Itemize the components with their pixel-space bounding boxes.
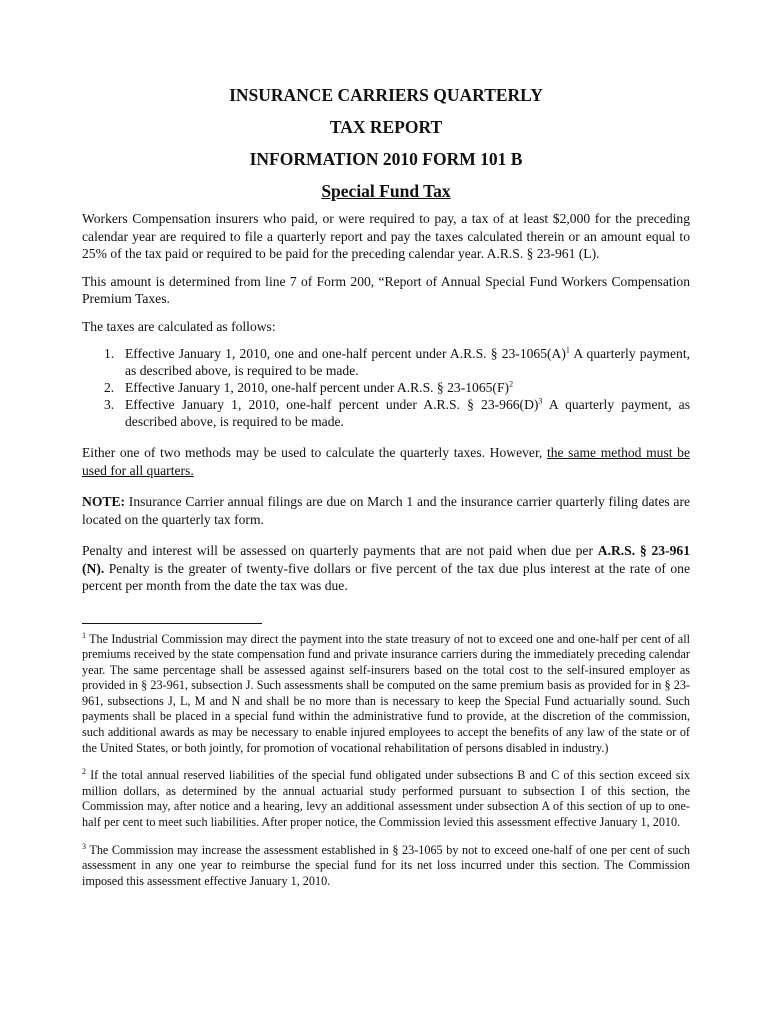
intro-paragraph-1: Workers Compensation insurers who paid, or were required to pay, a tax of at least $2,000 for the preceding calendar year are required to file a quarterly report and pay the taxes calculated therein or an amount equal to 25% of the tax paid or required to be paid for the preceding calendar year. A.R.S. § 23-961 (L). bbox=[82, 211, 690, 261]
title-line-3: INFORMATION 2010 FORM 101 B bbox=[249, 149, 523, 169]
tax-calculation-list bbox=[82, 345, 690, 430]
list-item-number: 2. bbox=[104, 380, 115, 395]
footnote-ref: 2 bbox=[509, 379, 514, 389]
list-item bbox=[82, 345, 690, 379]
footnote-text: If the total annual reserved liabilities of the special fund obligated under subsections B and C of this section exceed six million dollars, as determined by the annual actuarial study performed pursuant to subsection I of this section, the Commission may, after notice and a hearing, levy an additional assessment under subsection A of this section of up to one-half per cent to meet such liabilities. After proper notice, the Commission levied this assessment effective January 1, 2010. bbox=[82, 768, 690, 830]
list-item bbox=[82, 396, 690, 430]
footnote-ref: 1 bbox=[565, 345, 570, 355]
methods-lead: Either one of two methods may be used to calculate the quarterly taxes. However, bbox=[82, 445, 547, 460]
footnote-text: The Commission may increase the assessment established in § 23-1065 by not to exceed one-half of one per cent of such assessment in any one year to reimburse the special fund for its net loss incurred under this section. The Commission imposed this assessment effective January 1, 2010. bbox=[82, 842, 690, 888]
footnote-text: The Industrial Commission may direct the payment into the state treasury of not to exceed one and one-half per cent of all premiums received by the state compensation fund and private insurance carriers during the immediately preceding calendar year. The same percentage shall be assessed against self-insurers based on the total cost to the self-insured employer as provided in § 23-961, subsection J. Such assessments shall be computed on the same premium basis as provided for in § 23-961, subsections J, L, M and N and shall be no more than is necessary to keep the Special Fund actuarially sound. Such payments shall be placed in a special fund within the administrative fund to provide, at the discretion of the commission, such additional awards as may be necessary to enable injured employees to accept the benefits of any law of the state or of the United States, or both jointly, for promotion of vocational rehabilitation of persons disabled in industry.) bbox=[82, 631, 690, 755]
list-item-number: 3. bbox=[104, 397, 115, 412]
footnote-marker: 2 bbox=[82, 767, 86, 777]
list-item-text: Effective January 1, 2010, one and one-half percent under A.R.S. § 23-1065(A) bbox=[125, 346, 566, 361]
note-paragraph bbox=[82, 493, 690, 528]
document-page bbox=[82, 84, 690, 901]
list-item bbox=[82, 379, 690, 396]
footnote-1 bbox=[82, 632, 690, 757]
footnote-marker: 3 bbox=[82, 841, 86, 851]
note-text: Insurance Carrier annual filings are due on March 1 and the insurance carrier quarterly filing dates are located on the quarterly tax form. bbox=[82, 494, 690, 527]
title-line-1: INSURANCE CARRIERS QUARTERLY bbox=[229, 85, 543, 105]
footnote-3 bbox=[82, 843, 690, 890]
footnote-2 bbox=[82, 768, 690, 830]
penalty-rest: Penalty is the greater of twenty-five dollars or five percent of the tax due plus interest at the rate of one percent per month from the date the tax was due. bbox=[82, 560, 690, 593]
section-subtitle: Special Fund Tax bbox=[321, 181, 451, 201]
intro-paragraph-3: The taxes are calculated as follows: bbox=[82, 318, 276, 334]
title-line-2: TAX REPORT bbox=[329, 117, 443, 137]
methods-paragraph bbox=[82, 444, 690, 479]
footnote-divider bbox=[82, 623, 262, 624]
intro-paragraph-2: This amount is determined from line 7 of Form 200, “Report of Annual Special Fund Workers Compensation Premium Taxes. bbox=[82, 273, 690, 306]
list-item-text: Effective January 1, 2010, one-half percent under A.R.S. § 23-966(D) bbox=[125, 397, 539, 412]
penalty-statute: A.R.S. § 23-961 (N). bbox=[82, 543, 690, 576]
footnote-marker: 1 bbox=[82, 630, 86, 640]
list-item-text-cont: A quarterly payment, as described above, is required to be made. bbox=[125, 346, 690, 378]
footnote-ref: 3 bbox=[538, 396, 543, 406]
methods-underlined: the same method must be used for all quarters. bbox=[82, 445, 690, 478]
penalty-lead: Penalty and interest will be assessed on quarterly payments that are not paid when due per bbox=[82, 543, 598, 558]
list-item-text-cont: A quarterly payment, as described above, is required to be made. bbox=[125, 397, 690, 429]
note-label: NOTE: bbox=[82, 494, 126, 509]
list-item-number: 1. bbox=[104, 346, 115, 361]
penalty-paragraph bbox=[82, 542, 690, 595]
list-item-text: Effective January 1, 2010, one-half percent under A.R.S. § 23-1065(F) bbox=[125, 380, 510, 395]
